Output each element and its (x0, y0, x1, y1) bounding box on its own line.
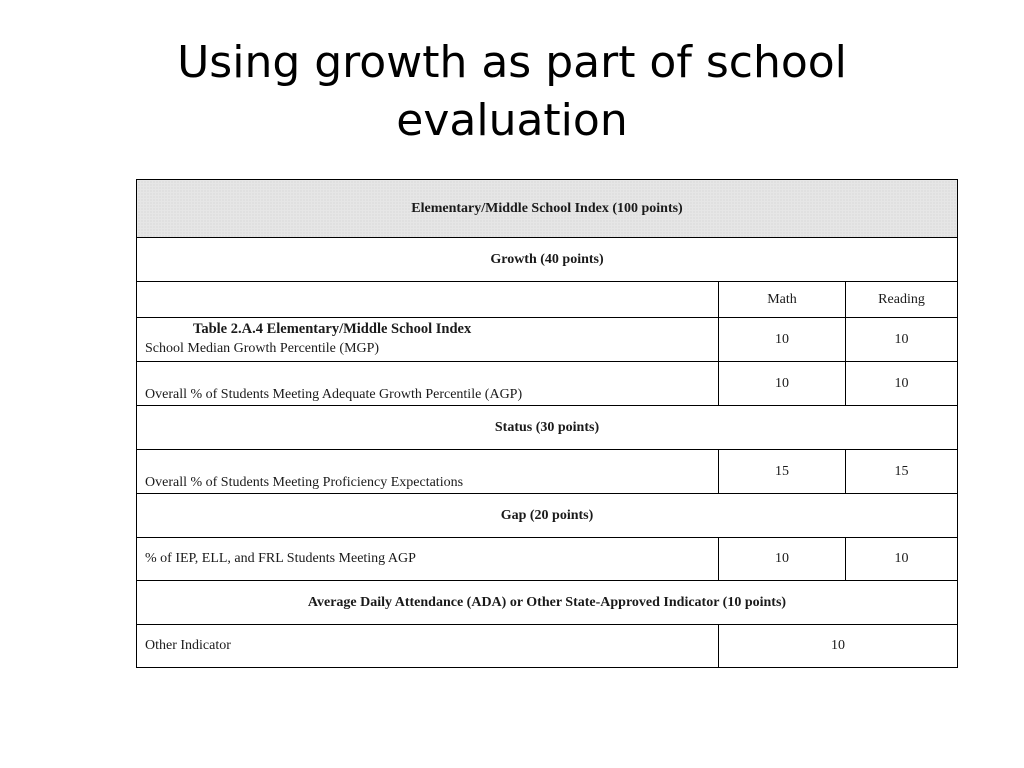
growth-section-row (137, 238, 958, 282)
row-label: % of IEP, ELL, and FRL Students Meeting AGP (137, 538, 719, 581)
math-column-header: Math (719, 282, 846, 318)
slide-title-line-2: evaluation (396, 95, 628, 146)
table-caption: Table 2.A.4 Elementary/Middle School Index (193, 321, 472, 337)
mgp-label-cell (137, 318, 719, 362)
reading-value: 10 (846, 318, 958, 362)
status-section-heading: Status (30 points) (137, 406, 958, 450)
status-section-row (137, 406, 958, 450)
combined-value: 10 (719, 625, 958, 668)
slide-title (0, 34, 1024, 150)
reading-value: 10 (846, 538, 958, 581)
math-value: 10 (719, 318, 846, 362)
index-header: Elementary/Middle School Index (100 points) (137, 180, 958, 238)
table-row (137, 450, 958, 494)
table-row (137, 362, 958, 406)
table-row (137, 318, 958, 362)
ada-section-row (137, 581, 958, 625)
empty-header-cell (137, 282, 719, 318)
table-row (137, 625, 958, 668)
gap-section-row (137, 494, 958, 538)
row-label: Other Indicator (137, 625, 719, 668)
column-header-row (137, 282, 958, 318)
math-value: 10 (719, 362, 846, 406)
table-header-row (137, 180, 958, 238)
reading-value: 15 (846, 450, 958, 494)
school-index-table (136, 179, 958, 668)
table-row (137, 538, 958, 581)
row-label: Overall % of Students Meeting Proficiency Expectations (137, 450, 719, 494)
reading-value: 10 (846, 362, 958, 406)
reading-column-header: Reading (846, 282, 958, 318)
math-value: 10 (719, 538, 846, 581)
gap-section-heading: Gap (20 points) (137, 494, 958, 538)
slide-title-line-1: Using growth as part of school (177, 37, 847, 88)
growth-section-heading: Growth (40 points) (137, 238, 958, 282)
row-label: School Median Growth Percentile (MGP) (145, 341, 380, 356)
math-value: 15 (719, 450, 846, 494)
ada-section-heading: Average Daily Attendance (ADA) or Other State-Approved Indicator (10 points) (137, 581, 958, 625)
row-label: Overall % of Students Meeting Adequate Growth Percentile (AGP) (137, 362, 719, 406)
